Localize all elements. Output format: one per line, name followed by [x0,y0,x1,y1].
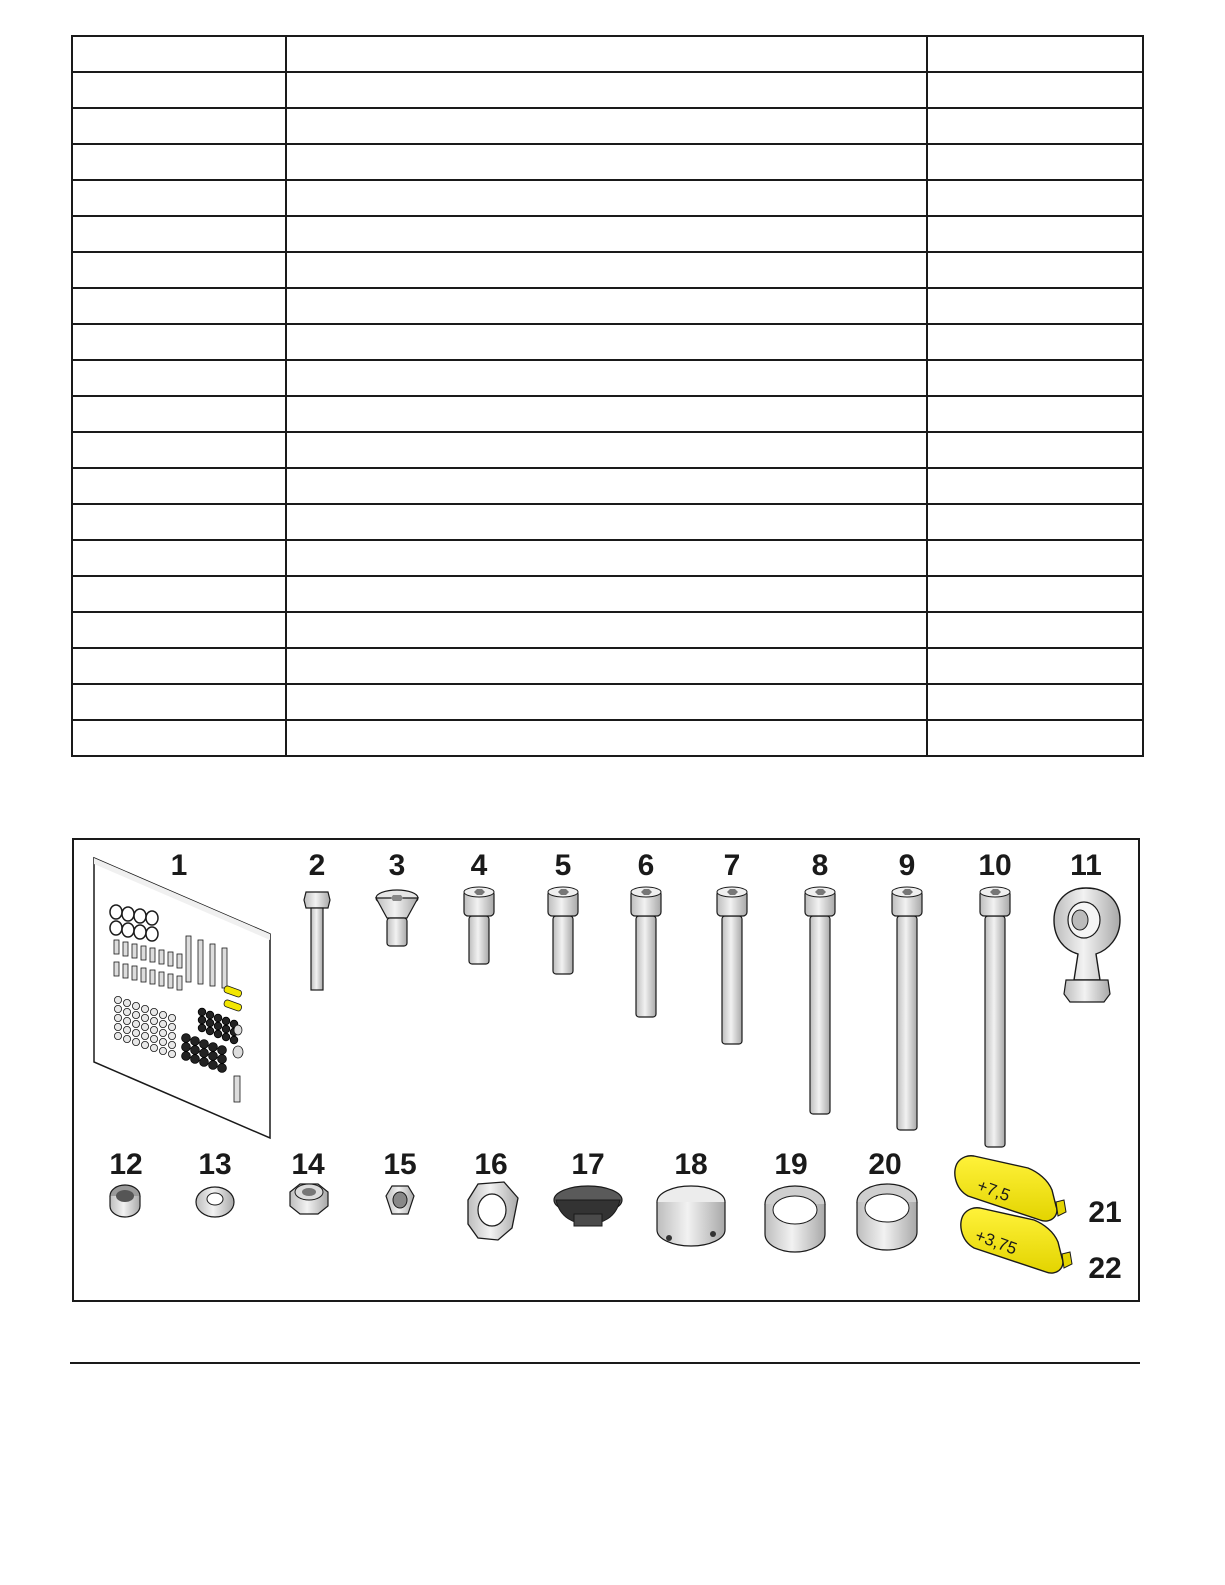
table-cell [286,612,927,648]
kit-plug [222,1033,230,1041]
kit-screw [141,968,146,982]
table-cell [72,684,286,720]
kit-nut [159,1047,166,1054]
table-header-row [72,36,1143,72]
kit-plug [214,1022,222,1030]
table-cell [286,288,927,324]
table-cell [927,396,1143,432]
table-row [72,252,1143,288]
table-cell [286,216,927,252]
table-cell [72,72,286,108]
part-label: 4 [470,849,488,882]
cap-screw-10-image [980,887,1010,1147]
table-row [72,432,1143,468]
table-cell [927,36,1143,72]
table-cell [286,432,927,468]
table-cell [927,648,1143,684]
kit-rod-end [234,1025,242,1035]
plastic-plug-image [554,1186,622,1226]
table-cell [72,216,286,252]
bushing-image [110,1185,140,1217]
kit-plug [198,1016,206,1024]
parts-table [71,35,1144,757]
kit-screw [114,940,119,954]
table-cell [927,72,1143,108]
table-cell [927,108,1143,144]
table-cell [72,432,286,468]
kit-nut [150,1026,157,1033]
kit-screw [150,970,155,984]
kit-nut [168,1023,175,1030]
table-cell [927,720,1143,756]
table-cell [72,324,286,360]
kit-plug [198,1008,206,1016]
kit-plug [206,1027,214,1035]
table-cell [927,504,1143,540]
table-cell [286,144,927,180]
kit-nut [141,1023,148,1030]
table-cell [286,36,927,72]
hardware-kit-card-image [94,858,270,1138]
kit-nut [150,1008,157,1015]
table-cell [927,468,1143,504]
shim-22-marking: +3,75 [972,1225,1020,1259]
kit-nut [168,1032,175,1039]
cap-screw-5-image [548,887,578,974]
table-cell [286,468,927,504]
table-row [72,396,1143,432]
table-row [72,288,1143,324]
kit-nut [123,1017,130,1024]
table-cell [927,216,1143,252]
table-row [72,684,1143,720]
part-label: 1 [170,849,188,882]
kit-nut [159,1020,166,1027]
kit-ring [122,907,134,921]
part-label: 17 [571,1148,605,1181]
table-cell [72,468,286,504]
table-cell [72,288,286,324]
countersunk-screw-image [376,890,418,946]
part-label: 20 [868,1148,902,1181]
kit-nut [141,1014,148,1021]
footer-divider [70,1362,1140,1364]
table-cell [72,576,286,612]
kit-screw [168,974,173,988]
shim-plus-3-75-image [961,1208,1072,1273]
table-cell [72,540,286,576]
table-cell [286,576,927,612]
kit-nut [168,1050,175,1057]
part-label: 9 [898,849,916,882]
end-cap-image [657,1186,725,1246]
kit-plug [206,1019,214,1027]
part-label: 18 [674,1148,708,1181]
kit-plug [182,1043,191,1052]
kit-plug [222,1025,230,1033]
kit-nut [141,1041,148,1048]
table-cell [286,504,927,540]
kit-screw [177,954,182,968]
table-cell [72,612,286,648]
kit-plug [206,1011,214,1019]
part-label: 19 [774,1148,808,1181]
kit-nut [132,1038,139,1045]
table-cell [286,108,927,144]
kit-nut [141,1032,148,1039]
kit-plug [182,1034,191,1043]
table-cell [286,648,927,684]
table-cell [927,540,1143,576]
table-cell [286,360,927,396]
kit-nut [114,1023,121,1030]
kit-plug [191,1055,200,1064]
kit-plug [214,1030,222,1038]
kit-screw [141,946,146,960]
kit-plug [218,1064,227,1073]
kit-screw [159,972,164,986]
table-cell [72,648,286,684]
part-label: 6 [637,849,655,882]
hex-nut-large-image [468,1182,518,1240]
kit-ring [134,909,146,923]
kit-plug [191,1037,200,1046]
hex-nut-small-image [386,1186,414,1214]
cap-screw-7-image [717,887,747,1044]
kit-nut [123,1008,130,1015]
kit-nut [159,1011,166,1018]
kit-plug [209,1061,218,1070]
table-row [72,72,1143,108]
part-label: 7 [723,849,741,882]
cap-screw-4-image [464,887,494,964]
kit-nut [132,1011,139,1018]
kit-screw [123,964,128,978]
table-row [72,576,1143,612]
part-label: 8 [811,849,829,882]
kit-screw [114,962,119,976]
table-row [72,720,1143,756]
part-label: 16 [474,1148,508,1181]
kit-nut [141,1005,148,1012]
table-cell [72,360,286,396]
part-label: 10 [978,849,1012,882]
kit-plug [230,1036,238,1044]
spacer-ring-image [857,1184,917,1250]
table-cell [72,720,286,756]
kit-nut [132,1020,139,1027]
kit-nut [114,1014,121,1021]
table-cell [72,144,286,180]
table-cell [927,684,1143,720]
table-cell [286,180,927,216]
kit-nut [123,1035,130,1042]
table-cell [927,288,1143,324]
table-cell [286,252,927,288]
kit-ring [110,921,122,935]
kit-nut [132,1002,139,1009]
table-row [72,540,1143,576]
cap-screw-9-image [892,887,922,1130]
table-cell [286,720,927,756]
kit-nut [114,1032,121,1039]
kit-ring [134,925,146,939]
table-cell [72,36,286,72]
table-cell [72,396,286,432]
part-label: 21 [1088,1196,1122,1229]
kit-plug [214,1014,222,1022]
table-row [72,648,1143,684]
table-row [72,612,1143,648]
kit-ring [110,905,122,919]
kit-screw [177,976,182,990]
nylock-nut-image [290,1184,328,1214]
table-cell [72,180,286,216]
kit-plug [222,1017,230,1025]
table-cell [927,144,1143,180]
cap-screw-8-image [805,887,835,1114]
table-cell [927,252,1143,288]
kit-screw [234,1076,240,1102]
kit-screw [132,944,137,958]
kit-nut [114,996,121,1003]
kit-long-screw [222,948,227,988]
table-row [72,180,1143,216]
table-row [72,360,1143,396]
table-row [72,324,1143,360]
shim-21-marking: +7,5 [974,1175,1013,1206]
part-label: 11 [1070,849,1102,882]
kit-plug [182,1052,191,1061]
table-cell [286,684,927,720]
parts-table-body [72,36,1143,756]
part-label: 12 [109,1148,143,1181]
cap-screw-6-image [631,887,661,1017]
table-cell [72,252,286,288]
table-row [72,504,1143,540]
kit-plug [191,1046,200,1055]
kit-nut [159,1038,166,1045]
kit-nut [114,1005,121,1012]
table-cell [927,360,1143,396]
kit-plug [209,1043,218,1052]
table-row [72,468,1143,504]
kit-ring [122,923,134,937]
kit-nut [132,1029,139,1036]
table-cell [927,576,1143,612]
part-label: 5 [554,849,572,882]
hardware-figure-panel [72,838,1140,1302]
spacer-ring-large-image [765,1186,825,1252]
kit-long-screw [198,940,203,984]
kit-rod-end [233,1046,243,1058]
kit-nut [150,1035,157,1042]
part-label: 22 [1088,1252,1122,1285]
table-cell [927,432,1143,468]
part-label: 3 [388,849,406,882]
kit-screw [168,952,173,966]
table-cell [927,180,1143,216]
kit-plug [218,1055,227,1064]
table-cell [286,396,927,432]
kit-ring [146,927,158,941]
kit-long-screw [186,936,191,982]
table-row [72,216,1143,252]
table-cell [927,324,1143,360]
part-label: 13 [198,1148,232,1181]
kit-plug [200,1040,209,1049]
kit-screw [123,942,128,956]
table-cell [72,108,286,144]
kit-plug [200,1049,209,1058]
part-label: 14 [291,1148,325,1181]
kit-plug [200,1058,209,1067]
table-cell [286,72,927,108]
table-row [72,108,1143,144]
hardware-illustration [74,840,1138,1300]
kit-plug [198,1024,206,1032]
kit-ring [146,911,158,925]
kit-nut [150,1044,157,1051]
kit-plug [209,1052,218,1061]
table-cell [927,612,1143,648]
hex-bolt-image [304,892,330,990]
kit-plug [218,1046,227,1055]
kit-screw [159,950,164,964]
kit-screw [132,966,137,980]
kit-long-screw [210,944,215,986]
kit-nut [168,1041,175,1048]
flat-washer-image [196,1187,234,1217]
part-label: 15 [383,1148,417,1181]
table-row [72,144,1143,180]
kit-screw [150,948,155,962]
kit-nut [168,1014,175,1021]
rod-end-image [1054,888,1120,1002]
kit-nut [150,1017,157,1024]
table-cell [72,504,286,540]
part-label: 2 [308,849,326,882]
table-cell [286,540,927,576]
kit-nut [123,999,130,1006]
table-cell [286,324,927,360]
kit-nut [123,1026,130,1033]
kit-nut [159,1029,166,1036]
